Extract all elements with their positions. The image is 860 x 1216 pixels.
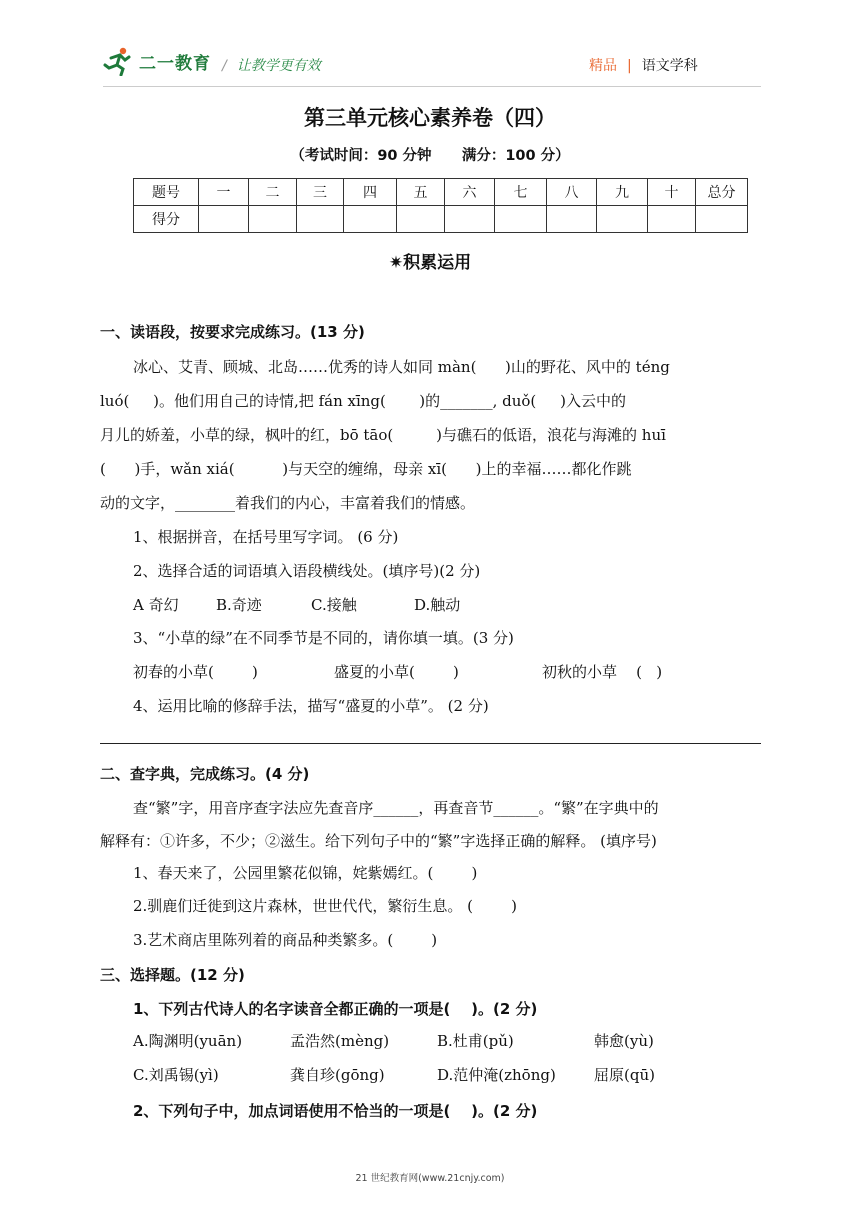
q3-option-a: A.陶渊明(yuān): [133, 1032, 243, 1050]
score-cell: 九: [597, 179, 648, 206]
logo: [103, 46, 211, 76]
score-input-cell[interactable]: [344, 206, 397, 233]
q1-sub4: 4、运用比喻的修辞手法，描写“盛夏的小草”。 (2 分): [133, 697, 489, 715]
score-input-cell[interactable]: [696, 206, 748, 233]
score-cell: 二: [249, 179, 297, 206]
q1-passage-line: luó( )。他们用自己的诗情,把 fán xīng( )的_______, duǒ( )入云中的: [100, 392, 626, 410]
score-cell: 四: [344, 179, 397, 206]
q1-passage-line: 月儿的娇羞，小草的绿，枫叶的红，bō tāo( )与礁石的低语，浪花与海滩的 huī: [100, 426, 666, 444]
score-input-cell[interactable]: [495, 206, 547, 233]
score-input-cell[interactable]: [297, 206, 344, 233]
q1-sub1: 1、根据拼音，在括号里写字词。 (6 分): [133, 528, 399, 546]
slogan: [222, 55, 321, 75]
score-table-score-row: [134, 206, 748, 233]
score-input-cell[interactable]: [199, 206, 249, 233]
score-cell: 题号: [134, 179, 199, 206]
q2-line1: 查“繁”字，用音序查字法应先查音序______，再查音节______。“繁”在字典中的: [133, 799, 659, 817]
score-cell: 十: [648, 179, 696, 206]
slogan-separator: /: [222, 58, 227, 74]
q1-passage-line: 动的文字，________着我们的内心，丰富着我们的情感。: [100, 494, 476, 512]
header-separator: |: [627, 58, 632, 74]
section-divider: [100, 743, 761, 744]
score-cell: 五: [397, 179, 445, 206]
score-cell: 一: [199, 179, 249, 206]
q3-heading: 三、选择题。(12 分): [100, 966, 245, 984]
score-cell: 总分: [696, 179, 748, 206]
q3-option-a2: 孟浩然(mèng): [290, 1032, 390, 1050]
runner-logo-icon: [103, 46, 133, 76]
q3-option-b2: 韩愈(yù): [594, 1032, 654, 1050]
score-input-cell[interactable]: [547, 206, 597, 233]
score-cell: 六: [445, 179, 495, 206]
q3-option-d2: 屈原(qū): [594, 1066, 655, 1084]
q3-option-c2: 龚自珍(gōng): [290, 1066, 385, 1084]
q2-sentence: 3.艺术商店里陈列着的商品种类繁多。( ): [133, 931, 438, 949]
q1-sub2: 2、选择合适的词语填入语段横线处。(填序号)(2 分): [133, 562, 481, 580]
header-divider: [103, 86, 761, 87]
q1-option: A 奇幻: [133, 596, 179, 614]
section-title: ✷积累运用: [388, 253, 472, 273]
q3-option-d: D.范仲淹(zhōng): [437, 1066, 556, 1084]
score-row-label: 得分: [134, 206, 199, 233]
q1-option: B.奇迹: [216, 596, 262, 614]
q1-option: C.接触: [311, 596, 357, 614]
q1-season: 初春的小草( ): [133, 663, 258, 681]
q2-line2: 解释有：①许多，不少；②滋生。给下列句子中的“繁”字选择正确的解释。 (填序号): [100, 832, 657, 850]
q3-sub2: 2、下列句子中，加点词语使用不恰当的一项是( )。(2 分): [133, 1102, 538, 1120]
logo-text: 二一教育: [139, 53, 211, 74]
score-input-cell[interactable]: [597, 206, 648, 233]
score-input-cell[interactable]: [249, 206, 297, 233]
score-input-cell[interactable]: [648, 206, 696, 233]
q2-sentence: 1、春天来了，公园里繁花似锦，姹紫嫣红。( ): [133, 864, 478, 882]
score-input-cell[interactable]: [397, 206, 445, 233]
subject-label: 语文学科: [641, 58, 698, 74]
header-subject: [589, 55, 698, 75]
q1-option: D.触动: [414, 596, 461, 614]
q2-sentence: 2.驯鹿们迁徙到这片森林，世世代代，繁衍生息。 ( ): [133, 897, 517, 915]
q1-season: 盛夏的小草( ): [334, 663, 459, 681]
q3-option-b: B.杜甫(pǔ): [437, 1032, 514, 1050]
score-cell: 八: [547, 179, 597, 206]
score-input-cell[interactable]: [445, 206, 495, 233]
q2-heading: 二、查字典，完成练习。(4 分): [100, 765, 310, 783]
page-title: 第三单元核心素养卷（四）: [304, 106, 556, 130]
quality-label: 精品: [589, 58, 617, 74]
score-cell: 三: [297, 179, 344, 206]
q1-sub3: 3、“小草的绿”在不同季节是不同的，请你填一填。(3 分): [133, 629, 514, 647]
q1-passage-line: ( )手，wǎn xiá( )与天空的缠绵，母亲 xī( )上的幸福……都化作跳: [100, 460, 632, 478]
score-table: [133, 178, 748, 233]
q1-heading: 一、读语段，按要求完成练习。(13 分): [100, 323, 365, 341]
q3-option-c: C.刘禹锡(yì): [133, 1066, 219, 1084]
slogan-text: 让教学更有效: [236, 58, 321, 74]
q1-season: 初秋的小草 ( ): [542, 663, 663, 681]
page-footer: 21 世纪教育网(www.21cnjy.com): [355, 1173, 505, 1184]
score-table-header-row: [134, 179, 748, 206]
exam-info: （考试时间：90 分钟 满分：100 分）: [290, 148, 570, 164]
score-cell: 七: [495, 179, 547, 206]
q1-passage-line: 冰心、艾青、顾城、北岛……优秀的诗人如同 màn( )山的野花、风中的 téng: [133, 358, 670, 376]
q3-sub1: 1、下列古代诗人的名字读音全都正确的一项是( )。(2 分): [133, 1000, 538, 1018]
